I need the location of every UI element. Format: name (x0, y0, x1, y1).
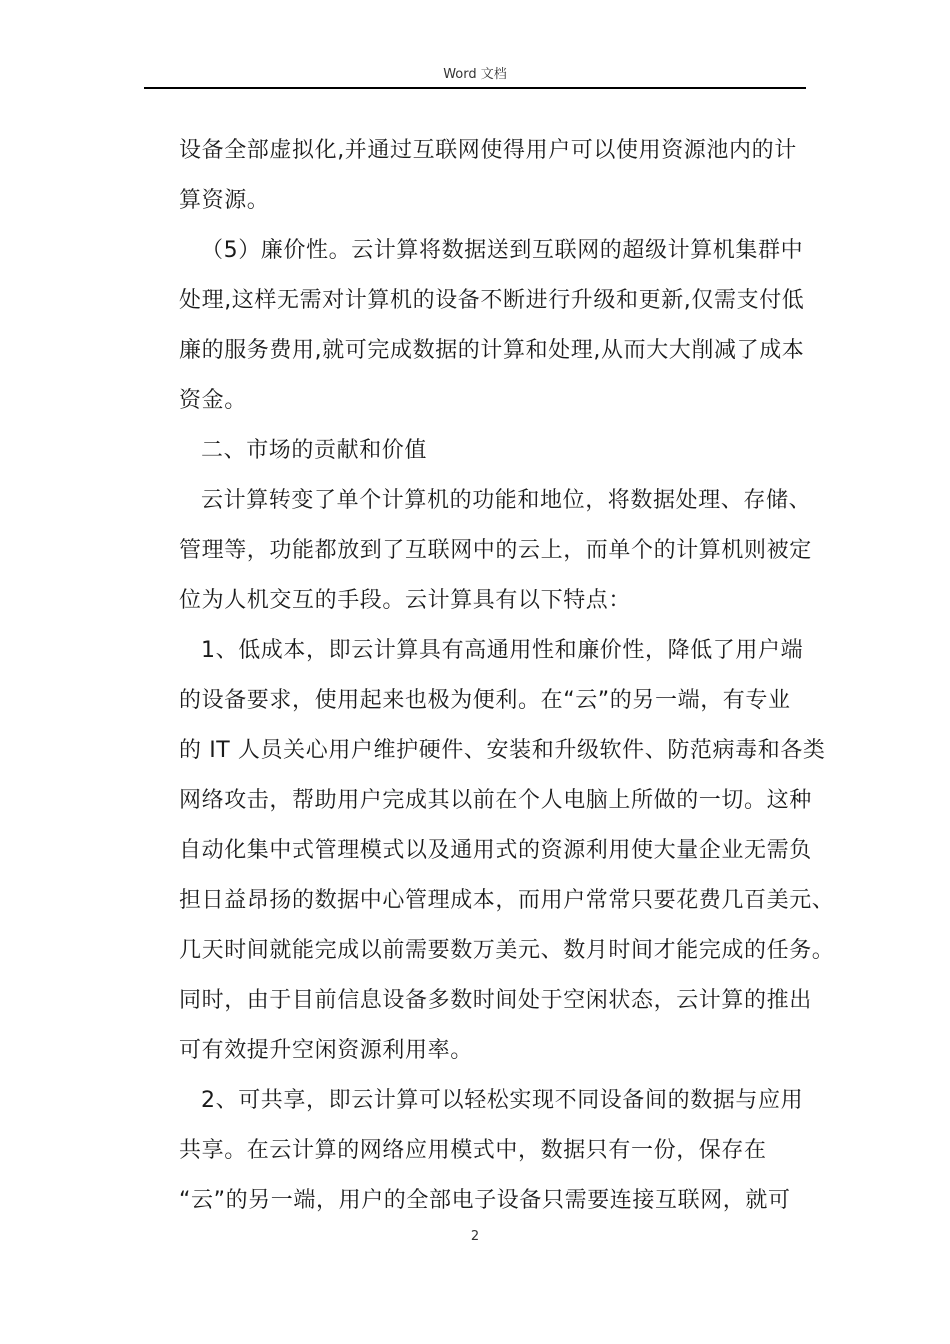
paragraph-line: 算资源。 (179, 188, 270, 213)
paragraph-line: 设备全部虚拟化,并通过互联网使得用户可以使用资源池内的计 (179, 138, 797, 163)
paragraph-line: 处理,这样无需对计算机的设备不断进行升级和更新,仅需支付低 (179, 288, 805, 313)
paragraph-line: 共享。在云计算的网络应用模式中，数据只有一份，保存在 (179, 1138, 767, 1163)
section-heading: 二、市场的贡献和价值 (201, 438, 428, 463)
paragraph-line: 1、低成本，即云计算具有高通用性和廉价性，降低了用户端 (201, 638, 804, 663)
paragraph-line: 2、可共享，即云计算可以轻松实现不同设备间的数据与应用 (201, 1088, 804, 1113)
paragraph-line: 几天时间就能完成以前需要数万美元、数月时间才能完成的任务。 (179, 938, 835, 963)
paragraph-line: 位为人机交互的手段。云计算具有以下特点： (179, 588, 632, 613)
paragraph-line: 的 IT 人员关心用户维护硬件、安装和升级软件、防范病毒和各类 (179, 738, 826, 763)
paragraph-line: 廉的服务费用,就可完成数据的计算和处理,从而大大削减了成本 (179, 338, 805, 363)
paragraph-line: 的设备要求，使用起来也极为便利。在“云”的另一端，有专业 (179, 688, 791, 713)
header-divider (144, 87, 806, 89)
page-number: 2 (470, 1229, 480, 1244)
paragraph-line: 可有效提升空闲资源利用率。 (179, 1038, 473, 1063)
paragraph-line: 同时，由于目前信息设备多数时间处于空闲状态，云计算的推出 (179, 988, 812, 1013)
paragraph-line: 资金。 (179, 388, 247, 413)
paragraph-line: 管理等，功能都放到了互联网中的云上，而单个的计算机则被定 (179, 538, 812, 563)
paragraph-line: 担日益昂扬的数据中心管理成本，而用户常常只要花费几百美元、 (179, 888, 835, 913)
paragraph-line: 云计算转变了单个计算机的功能和地位，将数据处理、存储、 (201, 488, 812, 513)
paragraph-line: “云”的另一端，用户的全部电子设备只需要连接互联网，就可 (179, 1188, 791, 1213)
paragraph-line: （5）廉价性。云计算将数据送到互联网的超级计算机集群中 (201, 238, 804, 263)
page-header: Word 文档 (443, 67, 507, 82)
paragraph-line: 自动化集中式管理模式以及通用式的资源利用使大量企业无需负 (179, 838, 812, 863)
paragraph-line: 网络攻击，帮助用户完成其以前在个人电脑上所做的一切。这种 (179, 788, 812, 813)
